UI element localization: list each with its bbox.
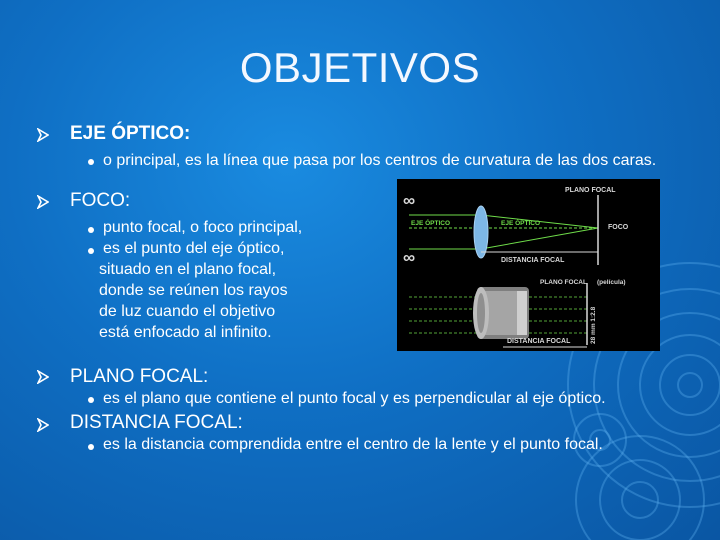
camera-lens-icon (473, 287, 529, 339)
text-distancia-focal: es la distancia comprendida entre el centro de la lente y el punto focal. (103, 436, 603, 453)
diagram-label-eje-optico-right: EJE ÓPTICO (501, 220, 541, 227)
diagram-infinity-top: ∞ (403, 191, 416, 210)
page-title: OBJETIVOS (239, 44, 481, 91)
text-foco-5: de luz cuando el objetivo (99, 303, 276, 320)
focal-diagram (397, 179, 660, 351)
dot-bullet-icon (88, 159, 94, 165)
arrow-bullet-icon (37, 128, 49, 142)
text-foco-3: situado en el plano focal, (99, 261, 277, 278)
text-foco-4: donde se reúnen los rayos (99, 282, 288, 299)
diagram-infinity-bottom: ∞ (403, 248, 416, 267)
text-foco-1: punto focal, o foco principal, (103, 219, 303, 236)
dot-bullet-icon (88, 227, 94, 233)
dot-bullet-icon (88, 397, 94, 403)
arrow-bullet-icon (37, 370, 49, 384)
dot-bullet-icon (88, 444, 94, 450)
heading-foco: FOCO: (70, 190, 131, 211)
diagram-label-distancia-focal-bottom: DISTANCIA FOCAL (507, 338, 571, 345)
diagram-label-plano-focal: PLANO FOCAL (565, 187, 616, 194)
arrow-bullet-icon (37, 195, 49, 209)
heading-distancia-focal: DISTANCIA FOCAL: (70, 412, 243, 433)
text-eje-optico: o principal, es la línea que pasa por los centros de curvatura de las dos caras. (103, 152, 657, 169)
diagram-label-eje-optico-left: EJE ÓPTICO (411, 220, 451, 227)
diagram-label-distancia-focal-top: DISTANCIA FOCAL (501, 257, 565, 264)
text-foco-6: está enfocado al infinito. (99, 324, 272, 341)
text-foco-2: es el punto del eje óptico, (103, 240, 285, 257)
diagram-label-pelicula: (película) (597, 279, 626, 286)
heading-plano-focal: PLANO FOCAL: (70, 366, 209, 387)
heading-eje-optico: EJE ÓPTICO: (70, 123, 191, 144)
diagram-label-foco: FOCO (608, 224, 629, 231)
arrow-bullet-icon (37, 418, 49, 432)
diagram-lens-marking: 28 mm 1:2.8 (590, 306, 597, 344)
diagram-label-plano-focal-pelicula: PLANO FOCAL (540, 279, 587, 286)
dot-bullet-icon (88, 248, 94, 254)
text-plano-focal: es el plano que contiene el punto focal y es perpendicular al eje óptico. (103, 390, 606, 407)
